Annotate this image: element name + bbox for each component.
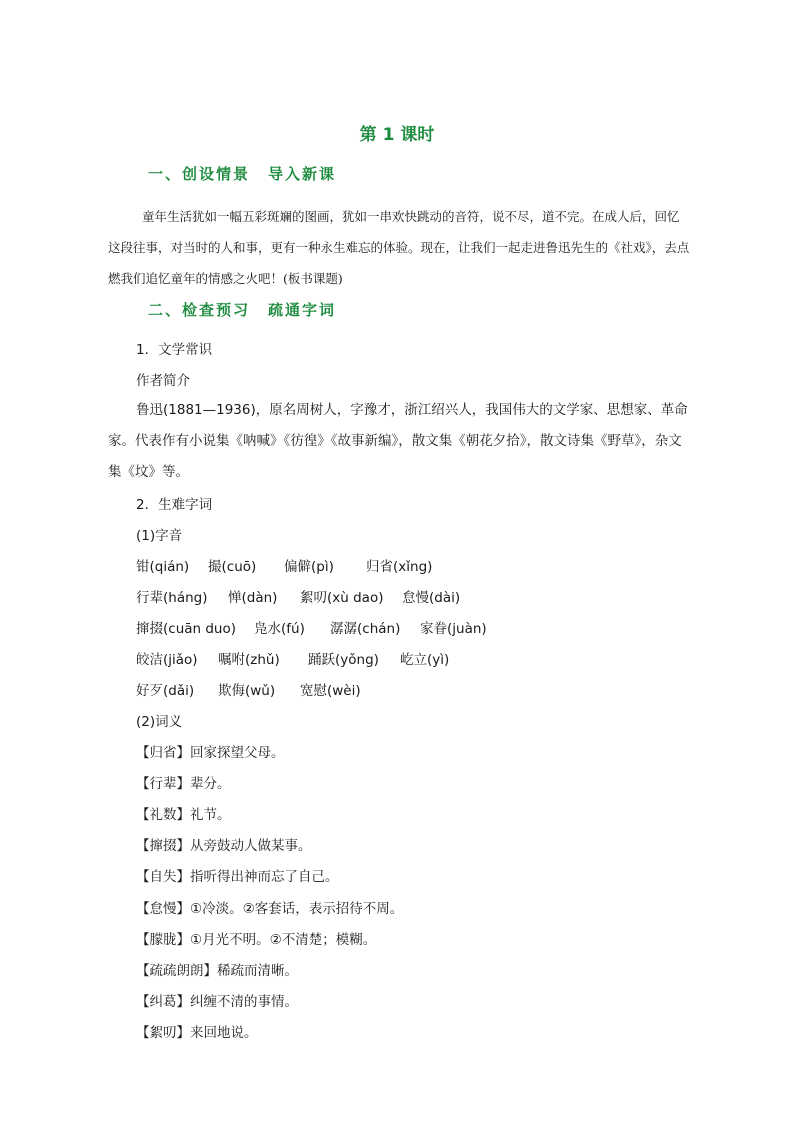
definition-item: 【絮叨】来回地说。	[136, 1025, 258, 1041]
definition-item: 【归省】回家探望父母。	[136, 745, 285, 761]
word-item: 惮(dàn)	[228, 590, 278, 606]
word-item: 家眷(juàn)	[420, 621, 487, 637]
definition-item: 【纠葛】纠缠不清的事情。	[136, 994, 298, 1010]
intro-paragraph	[108, 201, 690, 294]
word-item: 宽慰(wèi)	[300, 683, 361, 699]
intro-text: 童年生活犹如一幅五彩斑斓的图画，犹如一串欢快跳动的音符，说不尽，道不完。在成人后，回忆这段往事，对当时的人和事，更有一种永生难忘的体验。现在，让我们一起走进鲁迅先生的《社戏》，去点燃我们追忆童年的情感之火吧！(板书课题)	[108, 209, 690, 286]
literature-heading: 1．文学常识	[136, 342, 213, 358]
pronunciation-label: (1)字音	[136, 528, 183, 544]
section-1-part1: 创设情景	[182, 165, 251, 183]
definition-item: 【撺掇】从旁鼓动人做某事。	[136, 838, 312, 854]
word-item: 凫水(fú)	[254, 621, 305, 637]
word-item: 归省(xǐng)	[366, 559, 433, 575]
words-heading: 2．生难字词	[136, 497, 213, 513]
word-item: 絮叨(xù dao)	[300, 590, 384, 606]
section-heading-2	[148, 299, 336, 320]
definition-item: 【自失】指听得出神而忘了自己。	[136, 869, 339, 885]
word-item: 皎洁(jiǎo)	[136, 652, 198, 668]
word-item: 撺掇(cuān duo)	[136, 621, 237, 637]
section-1-number: 一、	[148, 165, 183, 183]
definition-item: 【朦胧】①月光不明。②不清楚；模糊。	[136, 932, 377, 948]
author-label: 作者简介	[136, 373, 190, 389]
definition-item: 【疏疏朗朗】稀疏而清晰。	[136, 963, 298, 979]
section-2-part1: 检查预习	[182, 301, 251, 319]
meaning-label: (2)词义	[136, 714, 183, 730]
word-item: 行辈(háng)	[136, 590, 208, 606]
definition-item: 【礼数】礼节。	[136, 807, 231, 823]
section-2-number: 二、	[148, 301, 183, 319]
word-item: 欺侮(wǔ)	[218, 683, 276, 699]
word-item: 钳(qián)	[136, 559, 190, 575]
definition-item: 【行辈】辈分。	[136, 776, 231, 792]
word-item: 嘱咐(zhǔ)	[218, 652, 280, 668]
word-item: 好歹(dǎi)	[136, 683, 195, 699]
section-1-part2: 导入新课	[268, 165, 337, 183]
word-item: 踊跃(yǒng)	[308, 652, 379, 668]
section-2-part2: 疏通字词	[268, 301, 337, 319]
word-item: 撮(cuō)	[208, 559, 257, 575]
section-heading-1	[148, 163, 336, 184]
word-item: 偏僻(pì)	[284, 559, 334, 575]
word-item: 屹立(yì)	[400, 652, 450, 668]
author-paragraph	[108, 395, 690, 488]
word-item: 怠慢(dài)	[402, 590, 461, 606]
definition-item: 【怠慢】①冷淡。②客套话，表示招待不周。	[136, 901, 404, 917]
author-text: 鲁迅(1881—1936)，原名周树人，字豫才，浙江绍兴人，我国伟大的文学家、思想家、革命家。代表作有小说集《呐喊》《彷徨》《故事新编》，散文集《朝花夕拾》，散文诗集《野草》，杂文集《坟》等。	[108, 402, 688, 480]
word-item: 潺潺(chán)	[330, 621, 401, 637]
lesson-title: 第 1 课时	[359, 125, 435, 145]
